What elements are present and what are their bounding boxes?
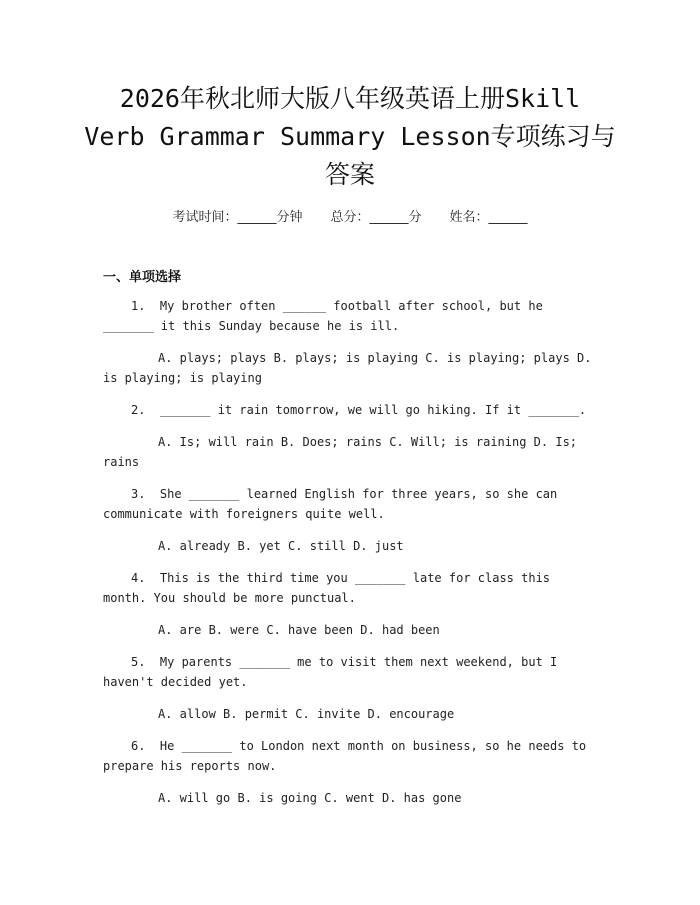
question-options: A. Is; will rain B. Does; rains C. Will; is raining D. Is; rains	[103, 435, 585, 469]
title-line-1: 2026年秋北师大版八年级英语上册Skill	[119, 84, 581, 113]
question-options: A. allow B. permit C. invite D. encourage	[158, 707, 455, 721]
title-line-3: 答案	[324, 160, 375, 189]
question-stem: 3. She _______ learned English for three years, so she can communicate with foreigners quite well.	[103, 487, 565, 521]
question-stem: 6. He _______ to London next month on business, so he needs to prepare his reports now.	[103, 739, 594, 773]
exam-time: 考试时间：______分钟	[172, 210, 303, 225]
question-item	[103, 568, 600, 640]
question-stem: 5. My parents _______ me to visit them next weekend, but I haven't decided yet.	[103, 655, 565, 689]
section-heading: 一、单项选择	[103, 270, 182, 285]
question-item	[103, 736, 600, 808]
question-list	[103, 296, 600, 820]
title-line-2: Verb Grammar Summary Lesson专项练习与	[84, 122, 616, 151]
question-options: A. plays; plays B. plays; is playing C. is playing; plays D. is playing; is playing	[103, 351, 599, 385]
question-options: A. already B. yet C. still D. just	[158, 539, 404, 553]
question-item	[103, 296, 600, 388]
exam-score: 总分：______分	[330, 210, 422, 225]
question-item	[103, 484, 600, 556]
question-item	[103, 400, 600, 472]
question-item	[103, 652, 600, 724]
question-options: A. are B. were C. have been D. had been	[158, 623, 440, 637]
exam-meta	[0, 206, 700, 225]
question-options: A. will go B. is going C. went D. has gone	[158, 791, 462, 805]
question-stem: 2. _______ it rain tomorrow, we will go hiking. If it _______.	[131, 403, 587, 417]
question-stem: 1. My brother often ______ football after school, but he _______ it this Sunday because he is ill.	[103, 299, 551, 333]
document-title	[60, 80, 640, 194]
student-name: 姓名：______	[449, 210, 528, 225]
question-stem: 4. This is the third time you _______ late for class this month. You should be more punctual.	[103, 571, 558, 605]
